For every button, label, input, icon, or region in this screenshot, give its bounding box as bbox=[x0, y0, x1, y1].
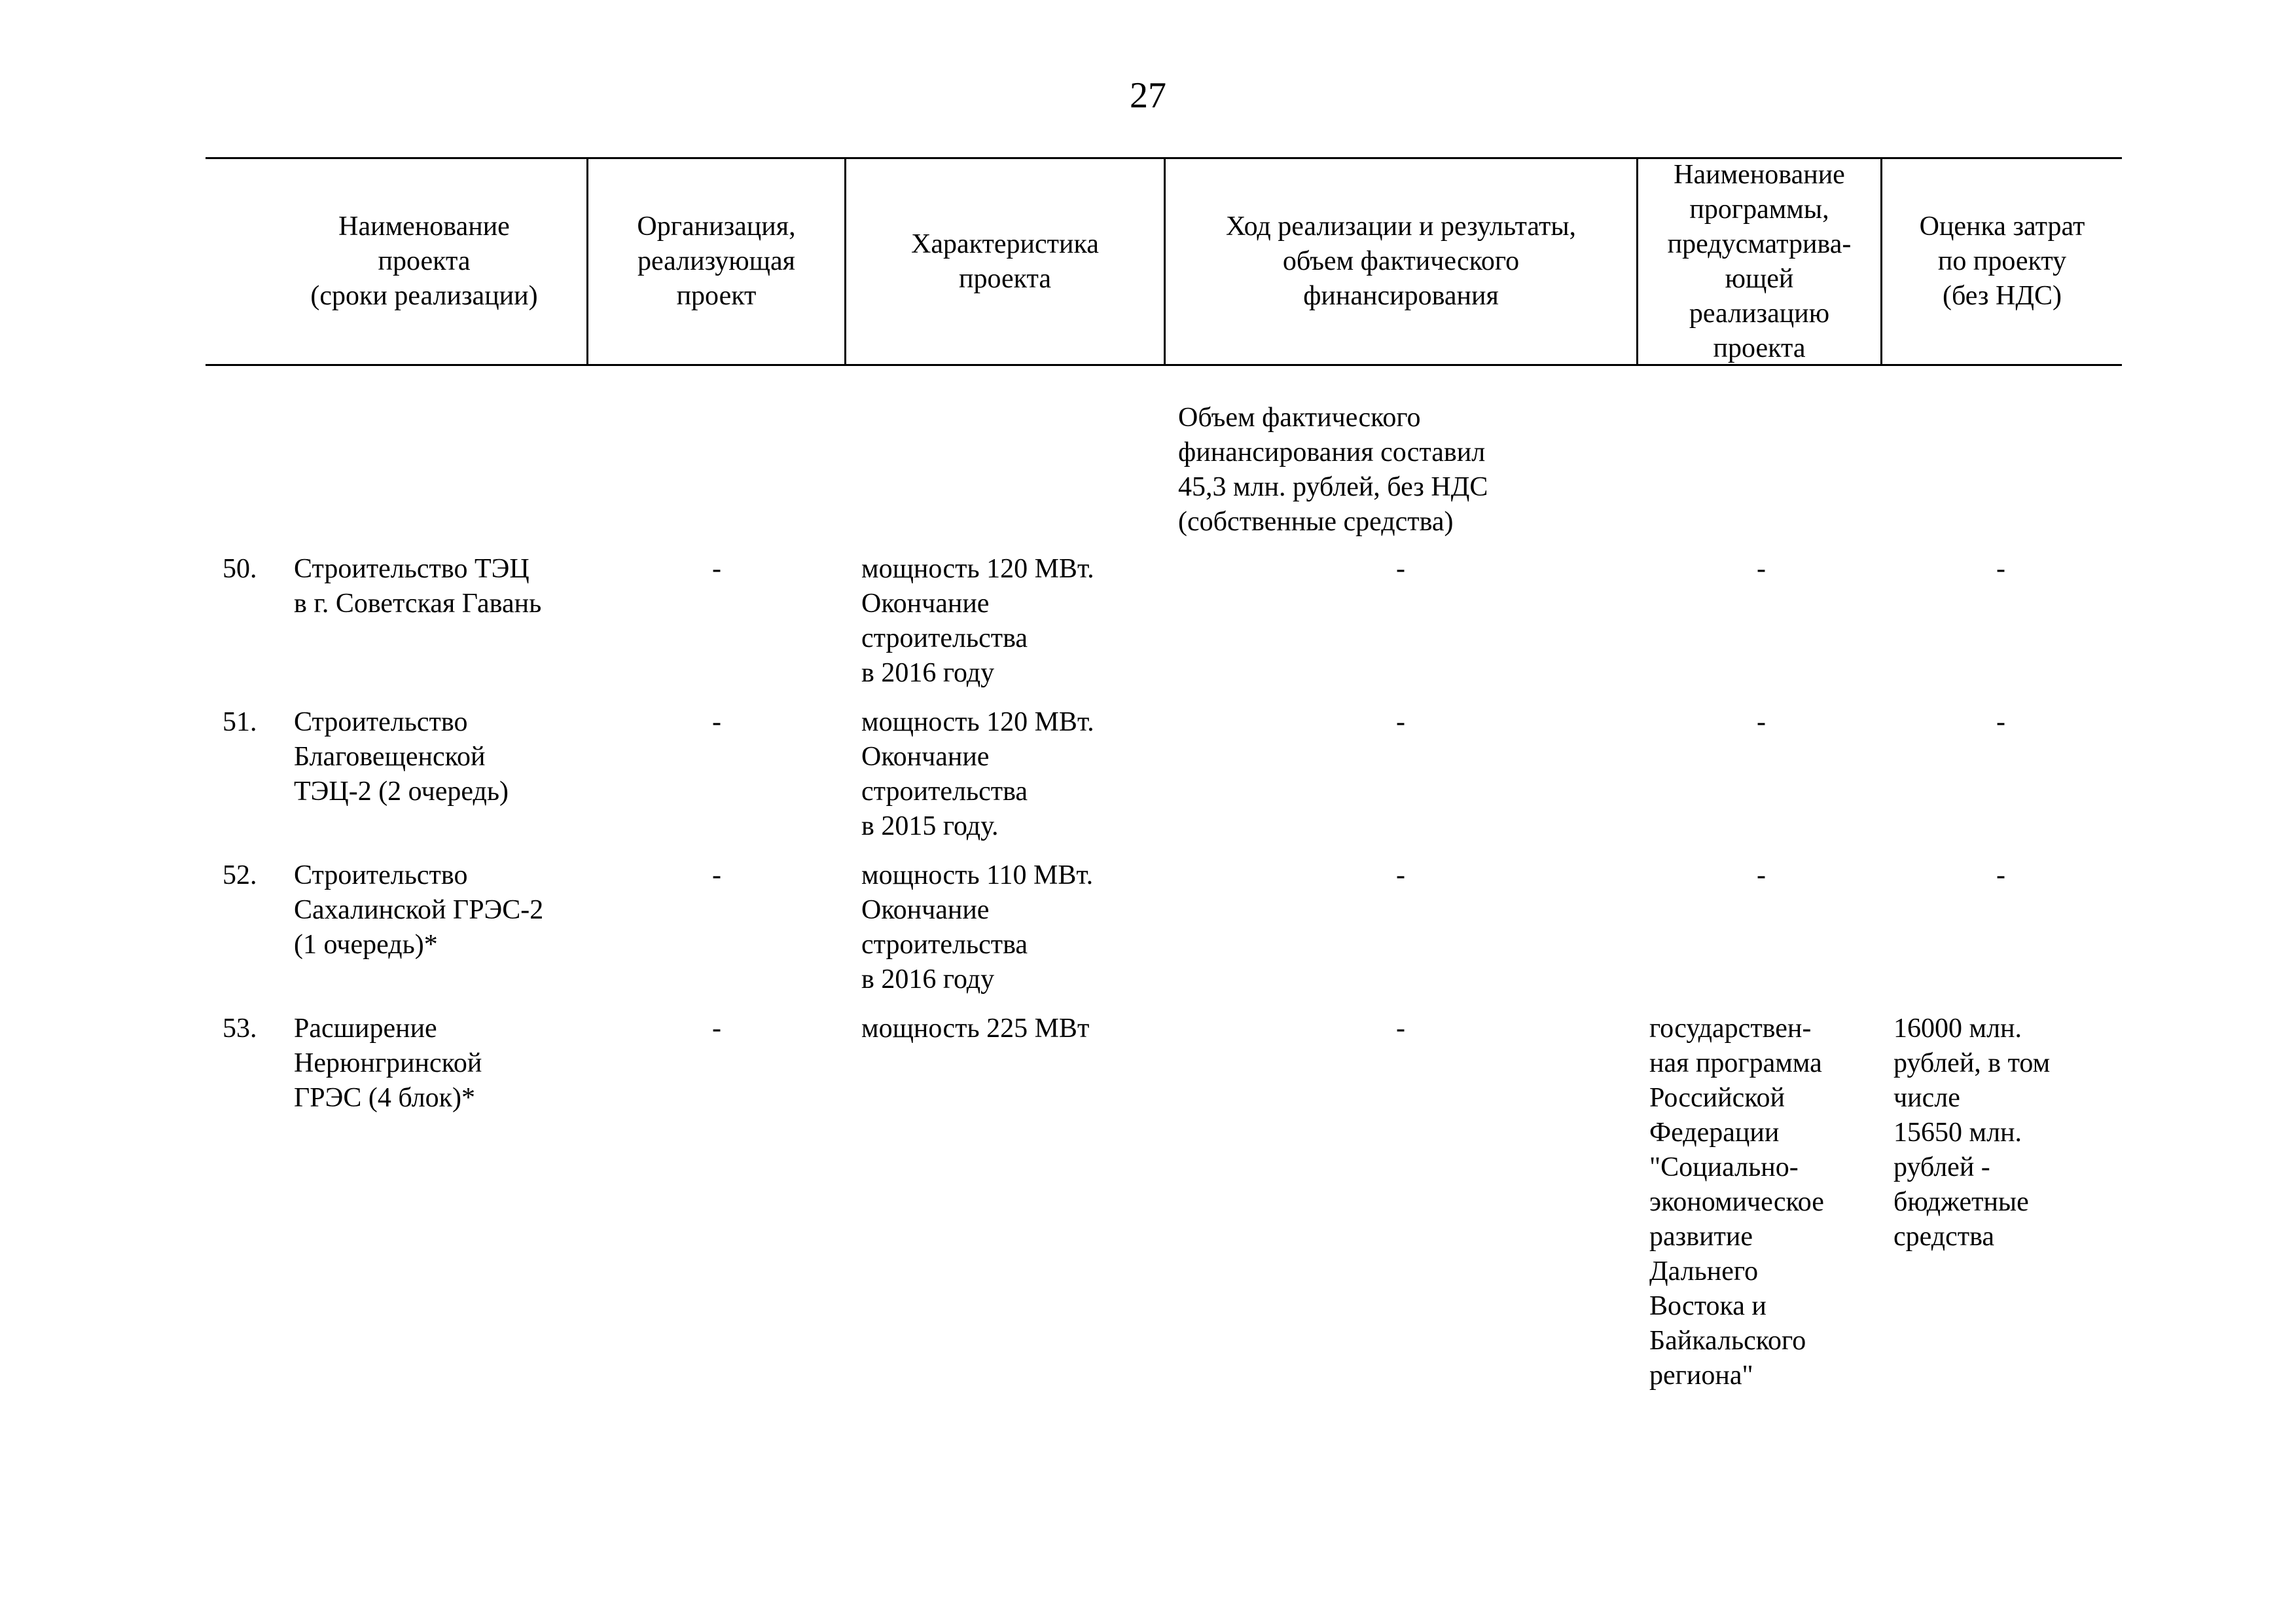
row-characteristic: мощность 110 МВт. Окончание строительства в 2016 году bbox=[861, 860, 1094, 994]
row-project-name: Строительство Сахалинской ГРЭС-2 (1 очередь)* bbox=[294, 860, 544, 960]
row-project-name: Строительство Благовещенской ТЭЦ-2 (2 очередь) bbox=[294, 707, 509, 807]
row-characteristic: мощность 225 МВт bbox=[861, 1013, 1090, 1044]
page-number: 27 bbox=[1130, 75, 1166, 116]
header-cost: Оценка затрат по проекту (без НДС) bbox=[1919, 211, 2085, 311]
row-program: - bbox=[1757, 707, 1766, 737]
row-project-name: Строительство ТЭЦ в г. Советская Гавань bbox=[294, 554, 542, 619]
row-cost: - bbox=[1996, 707, 2005, 737]
row-cost: 16000 млн. рублей, в том числе 15650 млн. рублей - бюджетные средства bbox=[1893, 1013, 2051, 1252]
header-characteristic: Характеристика проекта bbox=[911, 228, 1099, 294]
row-organization: - bbox=[712, 707, 721, 737]
row-number: 53. bbox=[223, 1013, 257, 1044]
row-program: - bbox=[1757, 554, 1766, 584]
header-organization: Организация, реализующая проект bbox=[637, 211, 796, 311]
row-project-name: Расширение Нерюнгринской ГРЭС (4 блок)* bbox=[294, 1013, 482, 1113]
row-cost: - bbox=[1996, 860, 2005, 890]
row-progress: - bbox=[1396, 554, 1405, 584]
row-characteristic: мощность 120 МВт. Окончание строительства в 2016 году bbox=[861, 554, 1094, 688]
header-progress: Ход реализации и результаты, объем фактического финансирования bbox=[1225, 211, 1577, 311]
row-progress: - bbox=[1396, 860, 1405, 890]
row-progress: - bbox=[1396, 1013, 1405, 1044]
row-organization: - bbox=[712, 1013, 721, 1044]
header-project-name: Наименование проекта (сроки реализации) bbox=[310, 211, 538, 311]
row-organization: - bbox=[712, 554, 721, 584]
continuation-progress: Объем фактического финансирования составил 45,3 млн. рублей, без НДС (собственные средства) bbox=[1178, 403, 1488, 537]
row-program: государствен- ная программа Российской Федерации "Социально- экономическое развитие Дальнего Востока и Байкальского региона" bbox=[1649, 1013, 1824, 1391]
row-organization: - bbox=[712, 860, 721, 890]
row-progress: - bbox=[1396, 707, 1405, 737]
header-program: Наименование программы, предусматрива- ющей реализацию проекта bbox=[1667, 159, 1852, 363]
row-program: - bbox=[1757, 860, 1766, 890]
row-number: 51. bbox=[223, 707, 257, 737]
row-number: 52. bbox=[223, 860, 257, 890]
row-characteristic: мощность 120 МВт. Окончание строительства в 2015 году. bbox=[861, 707, 1094, 841]
row-number: 50. bbox=[223, 554, 257, 584]
row-cost: - bbox=[1996, 554, 2005, 584]
